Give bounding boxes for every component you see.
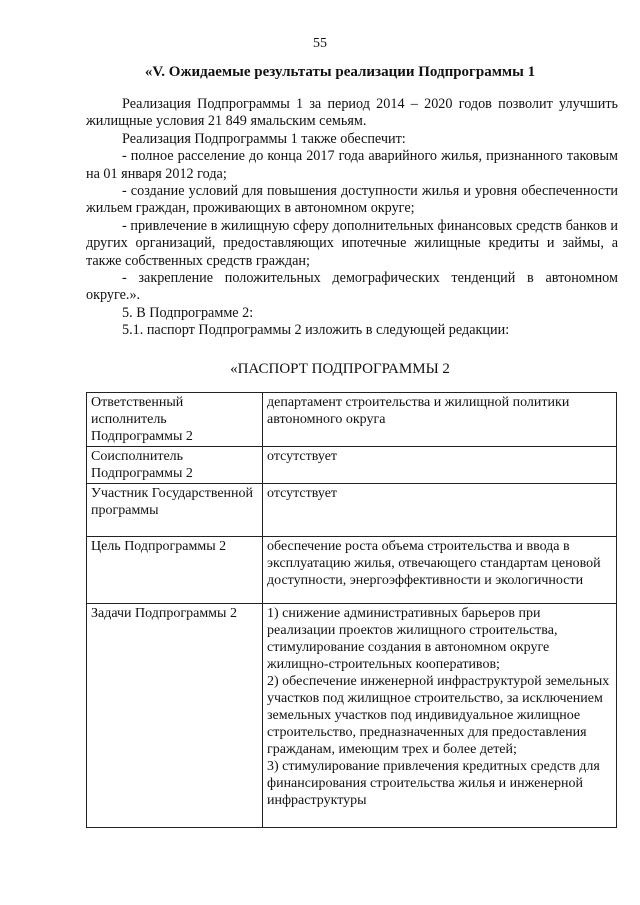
section-heading: «V. Ожидаемые результаты реализации Подпрограммы 1 — [144, 64, 536, 80]
list-item: 2) обеспечение инженерной инфраструктурой земельных участков под жилищное строительство, за исключением земельных участков под индивидуальное жилищное строительство, предназначенных для предоставления гражданам, имеющим трех и более детей; — [267, 674, 610, 757]
paragraph: - создание условий для повышения доступности жилья и уровня обеспеченности жильем граждан, проживающих в автономном округе; — [86, 183, 618, 217]
tasks-list — [267, 605, 611, 809]
table-row — [87, 537, 617, 604]
row-label: Ответственный исполнитель Подпрограммы 2 — [87, 393, 263, 447]
page-number: 55 — [313, 36, 327, 51]
paragraph: 5.1. паспорт Подпрограммы 2 изложить в следующей редакции: — [122, 322, 510, 339]
table-row — [87, 393, 617, 447]
passport-table — [86, 392, 617, 828]
table-row — [87, 447, 617, 484]
row-label: Задачи Подпрограммы 2 — [87, 604, 263, 828]
table-row — [87, 604, 617, 828]
row-value — [263, 604, 617, 828]
paragraph: - привлечение в жилищную сферу дополнительных финансовых средств банков и других организаций, предоставляющих ипотечные жилищные кредиты и займы, а также собственных средств граждан; — [86, 217, 618, 269]
row-value: обеспечение роста объема строительства и ввода в эксплуатацию жилья, отвечающего стандартам ценовой доступности, энергоэффективности и экологичности — [263, 537, 617, 604]
list-item: 3) стимулирование привлечения кредитных средств для финансирования строительства жилья и инженерной инфраструктуры — [267, 759, 600, 808]
paragraph: Реализация Подпрограммы 1 также обеспечит: — [122, 130, 406, 147]
table-row — [87, 484, 617, 537]
paragraph: Реализация Подпрограммы 1 за период 2014 – 2020 годов позволит улучшить жилищные условия 21 849 ямальским семьям. — [86, 96, 618, 130]
row-value: отсутствует — [263, 484, 617, 537]
row-value: департамент строительства и жилищной политики автономного округа — [263, 393, 617, 447]
list-item: 1) снижение административных барьеров при реализации проектов жилищного строительства, стимулирование создания в автономном округе жилищно-строительных кооперативов; — [267, 606, 558, 672]
row-label: Соисполнитель Подпрограммы 2 — [87, 447, 263, 484]
passport-title: «ПАСПОРТ ПОДПРОГРАММЫ 2 — [230, 361, 450, 377]
body-text — [86, 96, 618, 340]
paragraph: - полное расселение до конца 2017 года аварийного жилья, признанного таковым на 01 января 2012 года; — [86, 148, 618, 182]
row-value: отсутствует — [263, 447, 617, 484]
paragraph: - закрепление положительных демографических тенденций в автономном округе.». — [86, 270, 618, 304]
paragraph: 5. В Подпрограмме 2: — [122, 304, 254, 321]
row-label: Участник Государственной программы — [87, 484, 263, 537]
row-label: Цель Подпрограммы 2 — [87, 537, 263, 604]
